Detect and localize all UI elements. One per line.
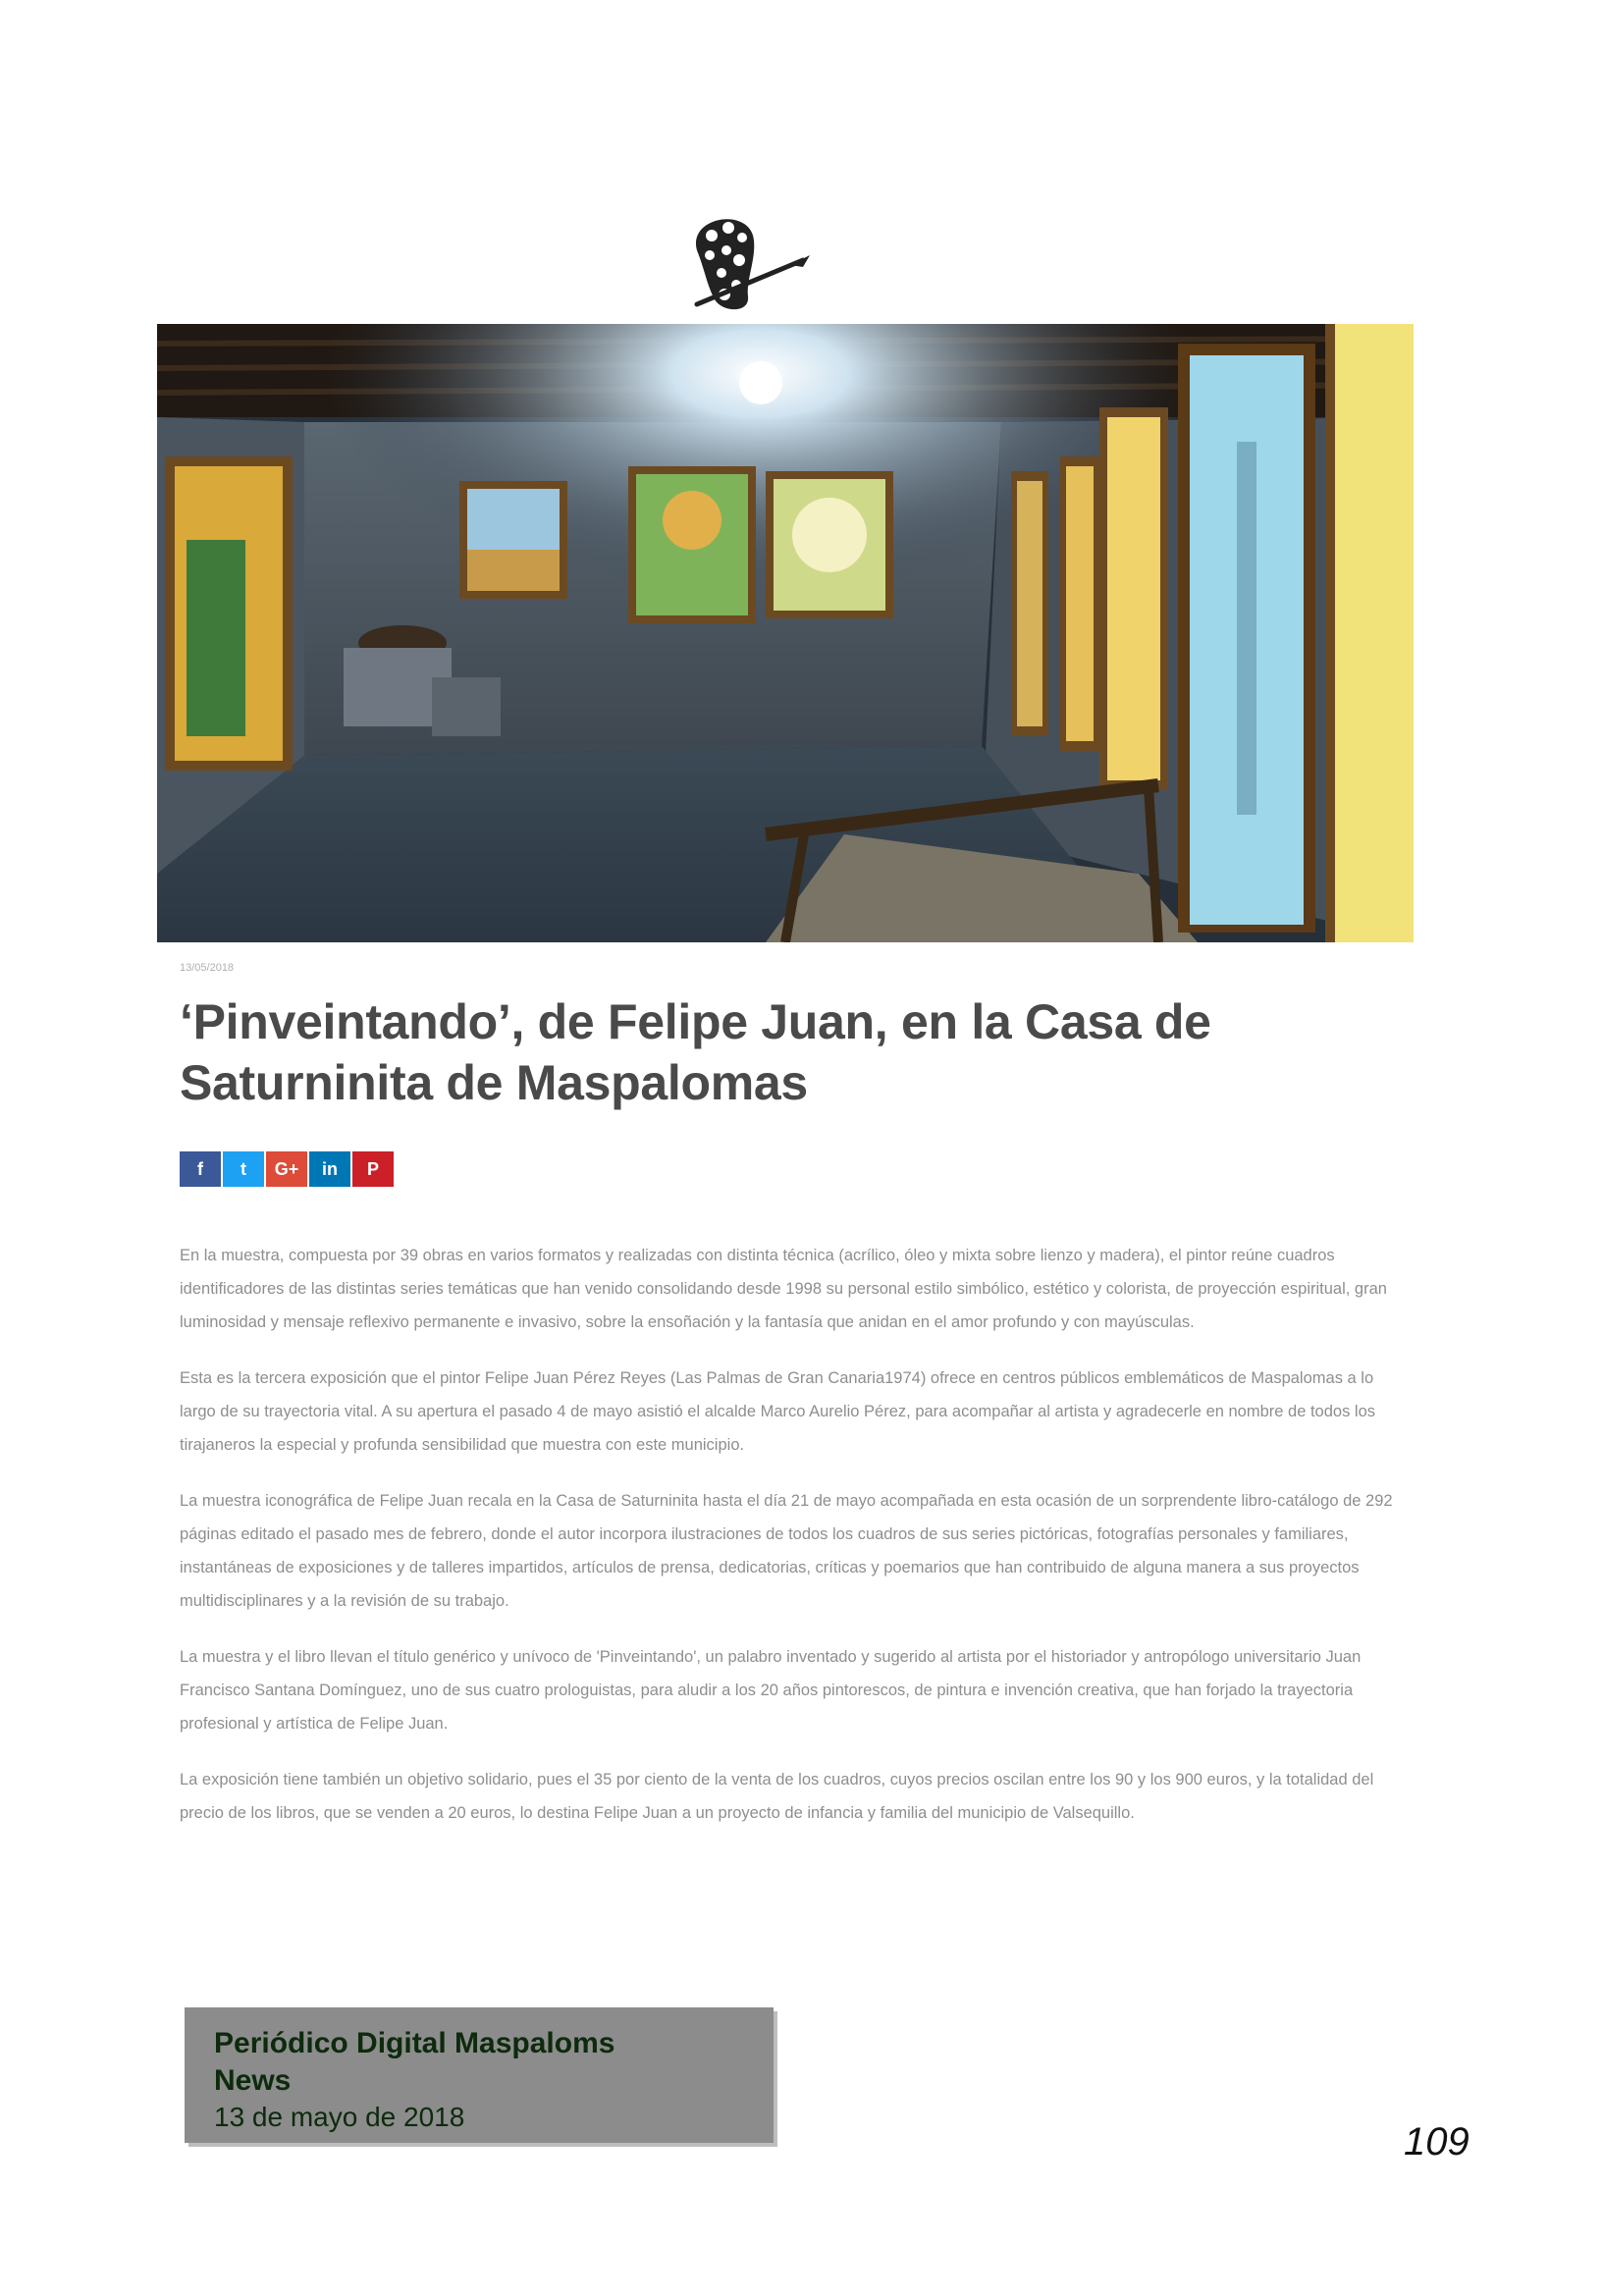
source-publication: Periódico Digital Maspaloms [214,2027,615,2059]
facebook-share-icon[interactable]: f [180,1151,221,1187]
palette-brush-icon [677,206,815,319]
palette-logo [677,206,815,319]
twitter-share-icon[interactable]: t [223,1151,264,1187]
article-body [180,1239,1397,1852]
source-caption-box [185,2007,774,2143]
linkedin-share-icon[interactable]: in [309,1151,350,1187]
page-number: 109 [1404,2120,1469,2163]
share-buttons [180,1151,394,1187]
gallery-photo [157,324,1414,942]
article-paragraph: Esta es la tercera exposición que el pintor Felipe Juan Pérez Reyes (Las Palmas de Gran Canaria1974) ofrece en centros públicos emblemáticos de Maspalomas a lo largo de su trayectoria vital. A su apertura el pasado 4 de mayo asistió el alcalde Marco Aurelio Pérez, para acompañar al artista y agradecerle en nombre de todos los tirajaneros la especial y profunda sensibilidad que muestra con este municipio. [180,1369,1376,1454]
source-publication-line2: News [214,2064,292,2097]
article-paragraph: La muestra y el libro llevan el título genérico y unívoco de 'Pinveintando', un palabro inventado y sugerido al artista por el historiador y antropólogo universitario Juan Francisco Santana Domínguez, uno de sus cuatro prologuistas, para aludir a los 20 años pintorescos, de pintura e invención creativa, que han forjado la trayectoria profesional y artística de Felipe Juan. [180,1648,1362,1733]
google-plus-share-icon[interactable]: G+ [266,1151,307,1187]
source-date: 13 de mayo de 2018 [214,2102,465,2132]
article-paragraph: En la muestra, compuesta por 39 obras en varios formatos y realizadas con distinta técnica (acrílico, óleo y mixta sobre lienzo y madera), el pintor reúne cuadros identificadores de las distintas series temáticas que han venido consolidando desde 1998 su personal estilo simbólico, estético y colorista, de proyección espiritual, gran luminosidad y mensaje reflexivo permanente e invasivo, sobre la ensoñación y la fantasía que anidan en el amor profundo y con mayúsculas. [180,1247,1387,1331]
article-paragraph: La exposición tiene también un objetivo solidario, pues el 35 por ciento de la venta de los cuadros, cuyos precios oscilan entre los 90 y los 900 euros, y la totalidad del precio de los libros, que se venden a 20 euros, lo destina Felipe Juan a un proyecto de infancia y familia del municipio de Valsequillo. [180,1771,1374,1822]
pinterest-share-icon[interactable]: P [352,1151,394,1187]
article-date: 13/05/2018 [180,962,235,974]
article-paragraph: La muestra iconográfica de Felipe Juan recala en la Casa de Saturninita hasta el día 21 de mayo acompañada en esta ocasión de un sorprendente libro-catálogo de 292 páginas editado el pasado mes de febrero, donde el autor incorpora ilustraciones de todos los cuadros de sus series pictóricas, fotografías personales y familiares, instantáneas de exposiciones y de talleres impartidos, artículos de prensa, dedicatorias, críticas y poemarios que han contribuido de alguna manera a sus proyectos multidisciplinares y a la revisión de su trabajo. [180,1492,1393,1610]
article-headline: ‘Pinveintando’, de Felipe Juan, en la Casa de Saturninita de Maspalomas [180,994,1211,1110]
